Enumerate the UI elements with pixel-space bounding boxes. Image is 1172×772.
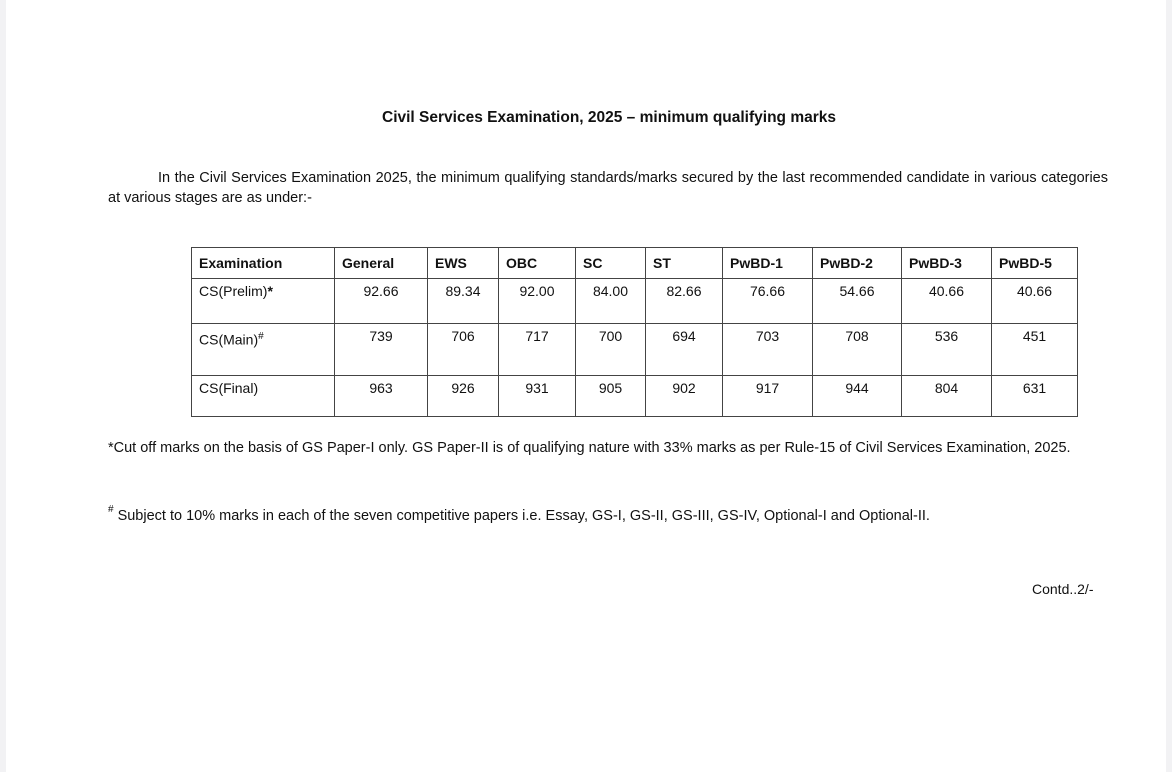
cell: 926 — [428, 376, 499, 417]
header-pwbd-2: PwBD-2 — [813, 248, 902, 279]
cell: 40.66 — [992, 279, 1078, 324]
cell: 694 — [646, 324, 723, 376]
header-ews: EWS — [428, 248, 499, 279]
cell: 703 — [723, 324, 813, 376]
header-sc: SC — [576, 248, 646, 279]
header-obc: OBC — [499, 248, 576, 279]
cell: 451 — [992, 324, 1078, 376]
header-st: ST — [646, 248, 723, 279]
cell: 905 — [576, 376, 646, 417]
cell: 902 — [646, 376, 723, 417]
cell: 739 — [335, 324, 428, 376]
cell: 92.00 — [499, 279, 576, 324]
header-pwbd-3: PwBD-3 — [902, 248, 992, 279]
footnote-hash-symbol: # — [108, 504, 114, 515]
cell: 40.66 — [902, 279, 992, 324]
table-row — [192, 376, 1078, 417]
cell: 89.34 — [428, 279, 499, 324]
header-pwbd-1: PwBD-1 — [723, 248, 813, 279]
cell: 631 — [992, 376, 1078, 417]
header-general: General — [335, 248, 428, 279]
header-examination: Examination — [192, 248, 335, 279]
cell: 706 — [428, 324, 499, 376]
cell: 700 — [576, 324, 646, 376]
document-page — [6, 0, 1166, 772]
table-header-row — [192, 248, 1078, 279]
cell: 944 — [813, 376, 902, 417]
row-label-final: CS(Final) — [192, 376, 335, 417]
document-title: Civil Services Examination, 2025 – minimum qualifying marks — [382, 109, 836, 126]
cell: 931 — [499, 376, 576, 417]
cell: 717 — [499, 324, 576, 376]
footnote-cutoff: *Cut off marks on the basis of GS Paper-I only. GS Paper-II is of qualifying nature with 33% marks as per Rule-15 of Civil Services Examination, 2025. — [108, 440, 1071, 456]
cell: 76.66 — [723, 279, 813, 324]
intro-paragraph: In the Civil Services Examination 2025, the minimum qualifying standards/marks secured by the last recommended candidate in various categories at various stages are as under:- — [108, 170, 1108, 206]
cell: 92.66 — [335, 279, 428, 324]
cell: 536 — [902, 324, 992, 376]
row-label-main: CS(Main)# — [192, 324, 335, 376]
cell: 917 — [723, 376, 813, 417]
header-pwbd-5: PwBD-5 — [992, 248, 1078, 279]
row-label-prelim: CS(Prelim)* — [192, 279, 335, 324]
qualifying-marks-table — [191, 247, 1078, 417]
continued-label: Contd..2/- — [1032, 581, 1094, 597]
table-row — [192, 324, 1078, 376]
footnote-main-subject: # Subject to 10% marks in each of the seven competitive papers i.e. Essay, GS-I, GS-II, GS-III, GS-IV, Optional-I and Optional-II. — [108, 504, 930, 524]
cell: 963 — [335, 376, 428, 417]
cell: 804 — [902, 376, 992, 417]
cell: 708 — [813, 324, 902, 376]
cell: 82.66 — [646, 279, 723, 324]
cell: 54.66 — [813, 279, 902, 324]
cell: 84.00 — [576, 279, 646, 324]
table-row — [192, 279, 1078, 324]
